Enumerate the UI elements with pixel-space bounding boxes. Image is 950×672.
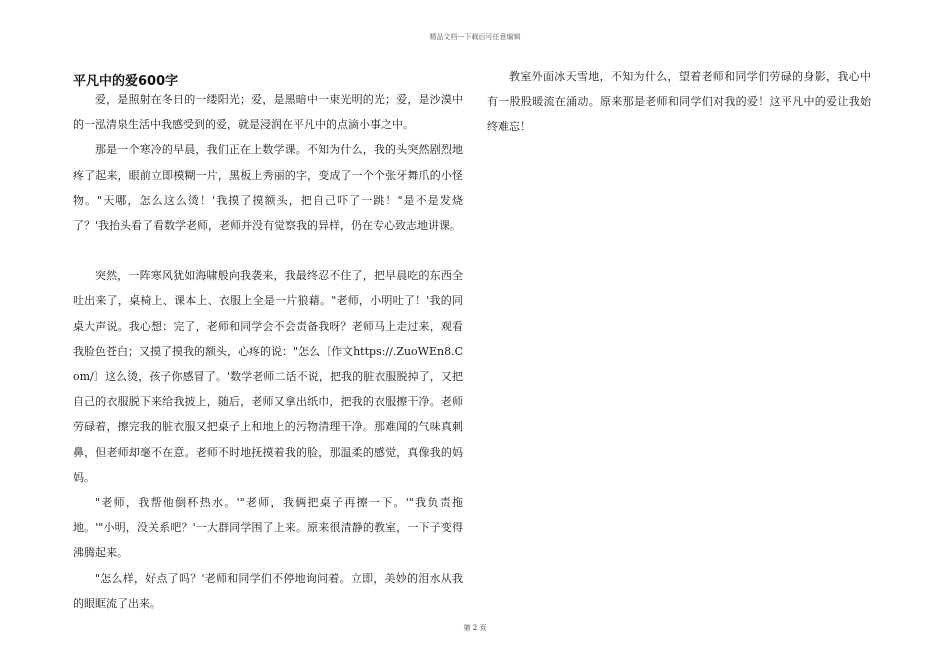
paragraph-conclusion: 教室外面冰天雪地，不知为什么，望着老师和同学们劳碌的身影，我心中有一股股暖流在涌动。原来那是老师和同学们对我的爱！这平凡中的爱让我始终难忘！	[487, 70, 871, 134]
paragraph-vomit: 突然，一阵寒风犹如海啸般向我袭来，我最终忍不住了，把早晨吃的东西全吐出来了，桌椅上、课本上、衣服上全是一片狼藉。"老师，小明吐了！'我的同桌大声说。我心想：完了，老师和同学会不会责备我呀？老师马上走过来，观看我脸色苍白；又摸了摸我的额头，心疼的说："怎么〔作文https://.ZuoWEn8.Com/〕这么烫，孩子你感冒了。'数学老师二话不说，把我的脏衣服脱掉了，又把自己的衣服脱下来给我披上，随后，老师又拿出纸巾，把我的衣服擦干净。老师劳碌着，擦完我的脏衣服又把桌子上和地上的污物清理干净。那难闻的气味真刺鼻，但老师却毫不在意。老师不时地抚摸着我的脸，那温柔的感觉，真像我的妈妈。	[73, 269, 463, 484]
article-title: 平凡中的爱600字	[73, 74, 179, 89]
paragraph-intro: 爱，是照射在冬日的一缕阳光；爱，是黑暗中一束光明的光；爱，是沙漠中的一泓清泉生活中我感受到的爱，就是浸润在平凡中的点滴小事之中。	[73, 93, 463, 132]
article-left-column	[73, 87, 463, 616]
article-right-column	[487, 64, 871, 140]
paragraph-classmates-help: "老师，我帮他倒杯热水。'"老师，我俩把桌子再擦一下。'"我负责拖地。'"小明，没关系吧？'一大群同学围了上来。原来很清静的教室，一下子变得沸腾起来。	[73, 496, 463, 560]
page-number: 第 2 页	[463, 624, 487, 632]
page-header-note: 精品文档---下载后可任意编辑	[429, 33, 521, 41]
paragraph-tears: "怎么样，好点了吗？'老师和同学们不停地询问着。立即，美妙的泪水从我的眼眶流了出来。	[73, 571, 463, 610]
paragraph-cold-morning: 那是一个寒冷的早晨，我们正在上数学课。不知为什么，我的头突然剧烈地疼了起来，眼前立即模糊一片，黑板上秀丽的字，变成了一个个张牙舞爪的小怪物。"天哪，怎么这么烫！'我摸了摸额头，把自己吓了一跳！"是不是发烧了？'我抬头看了看数学老师，老师并没有觉察我的异样，仍在专心致志地讲课。	[73, 143, 463, 233]
